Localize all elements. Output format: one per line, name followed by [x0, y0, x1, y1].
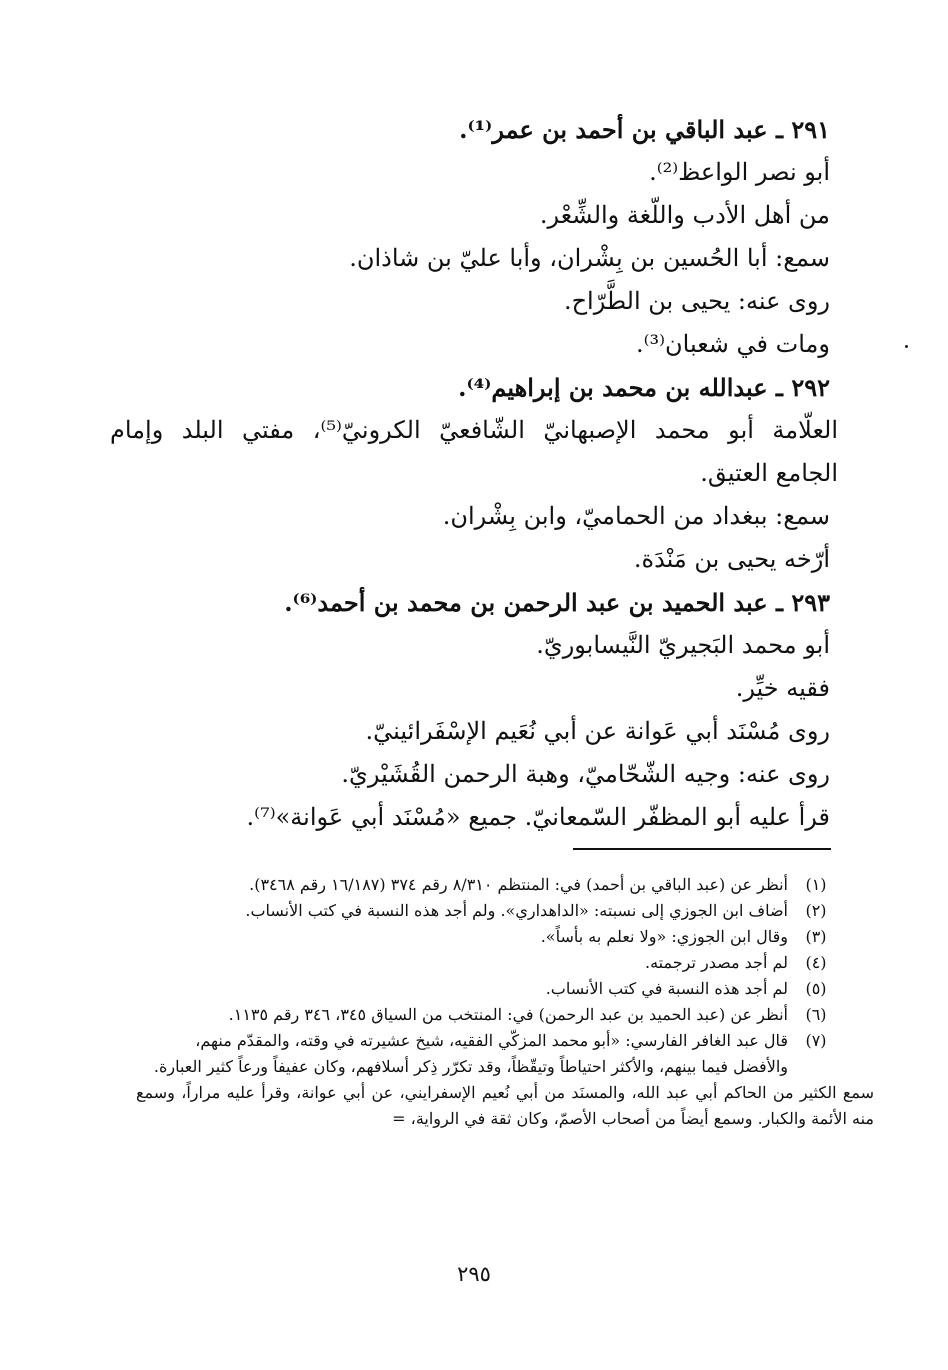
text-line: فقيه خيِّر.: [735, 674, 830, 702]
footnote-number: (٢): [805, 901, 827, 920]
text-line: ومات في شعبان⁽³⁾.: [635, 330, 830, 358]
main-text: [110, 108, 838, 839]
footnote-text: لم أجد هذه النسبة في كتب الأنساب.: [545, 979, 788, 998]
text-line: أبو نصر الواعظ⁽²⁾.: [649, 158, 830, 186]
footnote-4: [136, 950, 836, 976]
footnote-5: [136, 976, 836, 1002]
footnote-number: (٦): [805, 1005, 827, 1024]
footnote-3: [136, 924, 836, 950]
text-line: أبو محمد البَجيريّ النَّيسابوريّ.: [536, 631, 830, 659]
page-number: ٢٩٥: [457, 1262, 491, 1286]
footnote-number: (٧): [805, 1031, 827, 1050]
entry-292: [110, 366, 838, 581]
footnotes: [136, 872, 874, 1132]
text-line: أرّخه يحيى بن مَنْدَة.: [633, 545, 830, 573]
text-line: قرأ عليه أبو المظفّر السّمعانيّ. جميع «مُسْنَد أبي عَوانة»⁽⁷⁾.: [246, 803, 830, 831]
entry-293: [110, 581, 830, 839]
footnote-text: لم أجد مصدر ترجمته.: [645, 953, 788, 972]
footnote-separator: [573, 848, 831, 850]
footnote-2: [136, 898, 836, 924]
footnote-number: (٤): [805, 953, 827, 972]
text-line: روى مُسْنَد أبي عَوانة عن أبي نُعَيم الإسْفَرائينيّ.: [365, 717, 830, 745]
footnote-number: (١): [805, 875, 827, 894]
scan-speck: [905, 345, 908, 348]
text-line: العلّامة أبو محمد الإصبهانيّ الشّافعيّ الكرونيّ⁽⁵⁾، مفتي البلد وإمام: [110, 416, 838, 444]
footnote-7: [136, 1028, 836, 1080]
text-line: روى عنه: يحيى بن الطَّرّاح.: [563, 287, 830, 315]
footnote-1: [136, 872, 836, 898]
footnote-text: أنظر عن (عبد الباقي بن أحمد) في: المنتظم ٨/٣١٠ رقم ٣٧٤ (١٦/١٨٧ رقم ٣٤٦٨).: [249, 875, 788, 894]
footnote-text: أنظر عن (عبد الحميد بن عبد الرحمن) في: المنتخب من السياق ٣٤٥، ٣٤٦ رقم ١١٣٥.: [228, 1005, 788, 1024]
footnote-text: قال عبد الغافر الفارسي: «أبو محمد المزكّي الفقيه، شيخ عشيرته في وقته، والمقدّم منهم، والأفضل فيما بينهم، والأكثر احتياطاً وتيقّظاً، وقد تكرّر ذِكر أسلافهم، وكان عفيفاً ورعاً كثير العبارة.: [153, 1031, 788, 1076]
entry-291: [110, 108, 830, 366]
footnote-number: (٣): [805, 927, 827, 946]
text-line: سمع: ببغداد من الحماميّ، وابن بِشْران.: [442, 502, 830, 530]
footnote-number: (٥): [805, 979, 827, 998]
footnote-text: وقال ابن الجوزي: «ولا نعلم به بأساً».: [540, 927, 788, 946]
entry-heading: ٢٩٢ ـ عبدالله بن محمد بن إبراهيم⁽⁴⁾.: [458, 373, 830, 402]
footnote-continuation: سمع الكثير من الحاكم أبي عبد الله، والمسنَد من أبي نُعيم الإسفرايني، عن أبي عوانة، وقرأ عليه مراراً، وسمع منه الأئمة والكبار. وسمع أيضاً من أصحاب الأصمّ، وكان ثقة في الرواية، =: [136, 1083, 874, 1128]
entry-heading: ٢٩١ ـ عبد الباقي بن أحمد بن عمر⁽¹⁾.: [459, 115, 830, 144]
text-line: من أهل الأدب واللّغة والشِّعْر.: [539, 201, 830, 229]
entry-heading: ٢٩٣ ـ عبد الحميد بن عبد الرحمن بن محمد بن أحمد⁽⁶⁾.: [284, 588, 830, 617]
footnote-text: أضاف ابن الجوزي إلى نسبته: «الداهداري». ولم أجد هذه النسبة في كتب الأنساب.: [245, 901, 788, 920]
text-line: روى عنه: وجيه الشّحّاميّ، وهبة الرحمن القُشَيْريّ.: [341, 760, 830, 788]
text-line: الجامع العتيق.: [700, 459, 838, 487]
text-line: سمع: أبا الحُسين بن بِشْران، وأبا عليّ بن شاذان.: [349, 244, 830, 272]
footnote-6: [136, 1002, 836, 1028]
